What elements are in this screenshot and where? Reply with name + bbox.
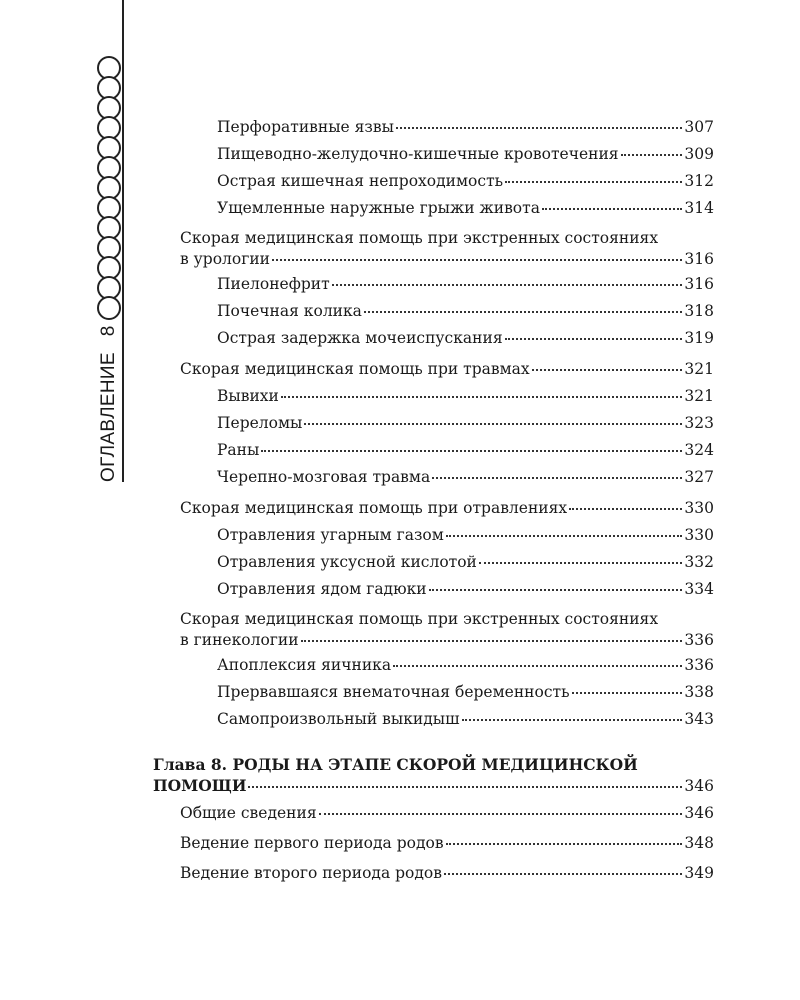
toc-section-poisoning[interactable]: Скорая медицинская помощь при отравлениях 330: [180, 497, 714, 524]
toc-section-trauma[interactable]: Скорая медицинская помощь при травмах 321: [180, 358, 714, 385]
chapter-title: Глава 8. РОДЫ НА ЭТАПЕ СКОРОЙ МЕДИЦИНСКОЙ: [153, 755, 638, 774]
binder-rings: [97, 56, 127, 316]
toc-entry[interactable]: Отравления угарным газом 330: [180, 524, 714, 551]
toc-section-title: Скорая медицинская помощь при экстренных состояниях: [180, 229, 659, 247]
toc-entry[interactable]: Пиелонефрит 316: [180, 273, 714, 300]
side-page-number: 8: [98, 325, 119, 337]
toc-entry[interactable]: Ведение первого периода родов 348: [180, 832, 714, 862]
toc-entry[interactable]: Отравления ядом гадюки 334: [180, 578, 714, 605]
toc-entry[interactable]: Раны 324: [180, 439, 714, 466]
toc-section-title: Скорая медицинская помощь при экстренных состояниях: [180, 610, 659, 628]
toc-entry[interactable]: Прервавшаяся внематочная беременность 338: [180, 681, 714, 708]
ring-icon: [97, 296, 121, 320]
toc-entry[interactable]: Апоплексия яичника 336: [180, 654, 714, 681]
toc-chapter-8[interactable]: Глава 8. РОДЫ НА ЭТАПЕ СКОРОЙ МЕДИЦИНСКОЙ ПОМОЩИ 346: [153, 755, 714, 795]
toc-entry[interactable]: Острая задержка мочеиспускания 319: [180, 327, 714, 354]
toc-entry[interactable]: Почечная колика 318: [180, 300, 714, 327]
toc-entry[interactable]: Ведение второго периода родов 349: [180, 862, 714, 892]
toc-entry[interactable]: Отравления уксусной кислотой 332: [180, 551, 714, 578]
toc-entry[interactable]: Перфоративные язвы 307: [180, 116, 714, 143]
side-header: [97, 322, 121, 482]
toc-entry[interactable]: Вывихи 321: [180, 385, 714, 412]
toc-entry[interactable]: Общие сведения 346: [180, 802, 714, 832]
toc-section-urology[interactable]: Скорая медицинская помощь при экстренных состояниях в урологии 316: [180, 229, 714, 268]
toc-entry[interactable]: Черепно-мозговая травма 327: [180, 466, 714, 493]
side-title: ОГЛАВЛЕНИЕ: [98, 352, 119, 482]
toc-section-gynecology[interactable]: Скорая медицинская помощь при экстренных состояниях в гинекологии 336: [180, 610, 714, 649]
toc-group-surgery: [180, 116, 714, 224]
toc-entry[interactable]: Самопроизвольный выкидыш 343: [180, 708, 714, 735]
toc-entry[interactable]: Ущемленные наружные грыжи живота 314: [180, 197, 714, 224]
toc-entry[interactable]: Острая кишечная непроходимость 312: [180, 170, 714, 197]
table-of-contents: [153, 116, 714, 892]
toc-entry[interactable]: Переломы 323: [180, 412, 714, 439]
toc-entry[interactable]: Пищеводно-желудочно-кишечные кровотечения 309: [180, 143, 714, 170]
